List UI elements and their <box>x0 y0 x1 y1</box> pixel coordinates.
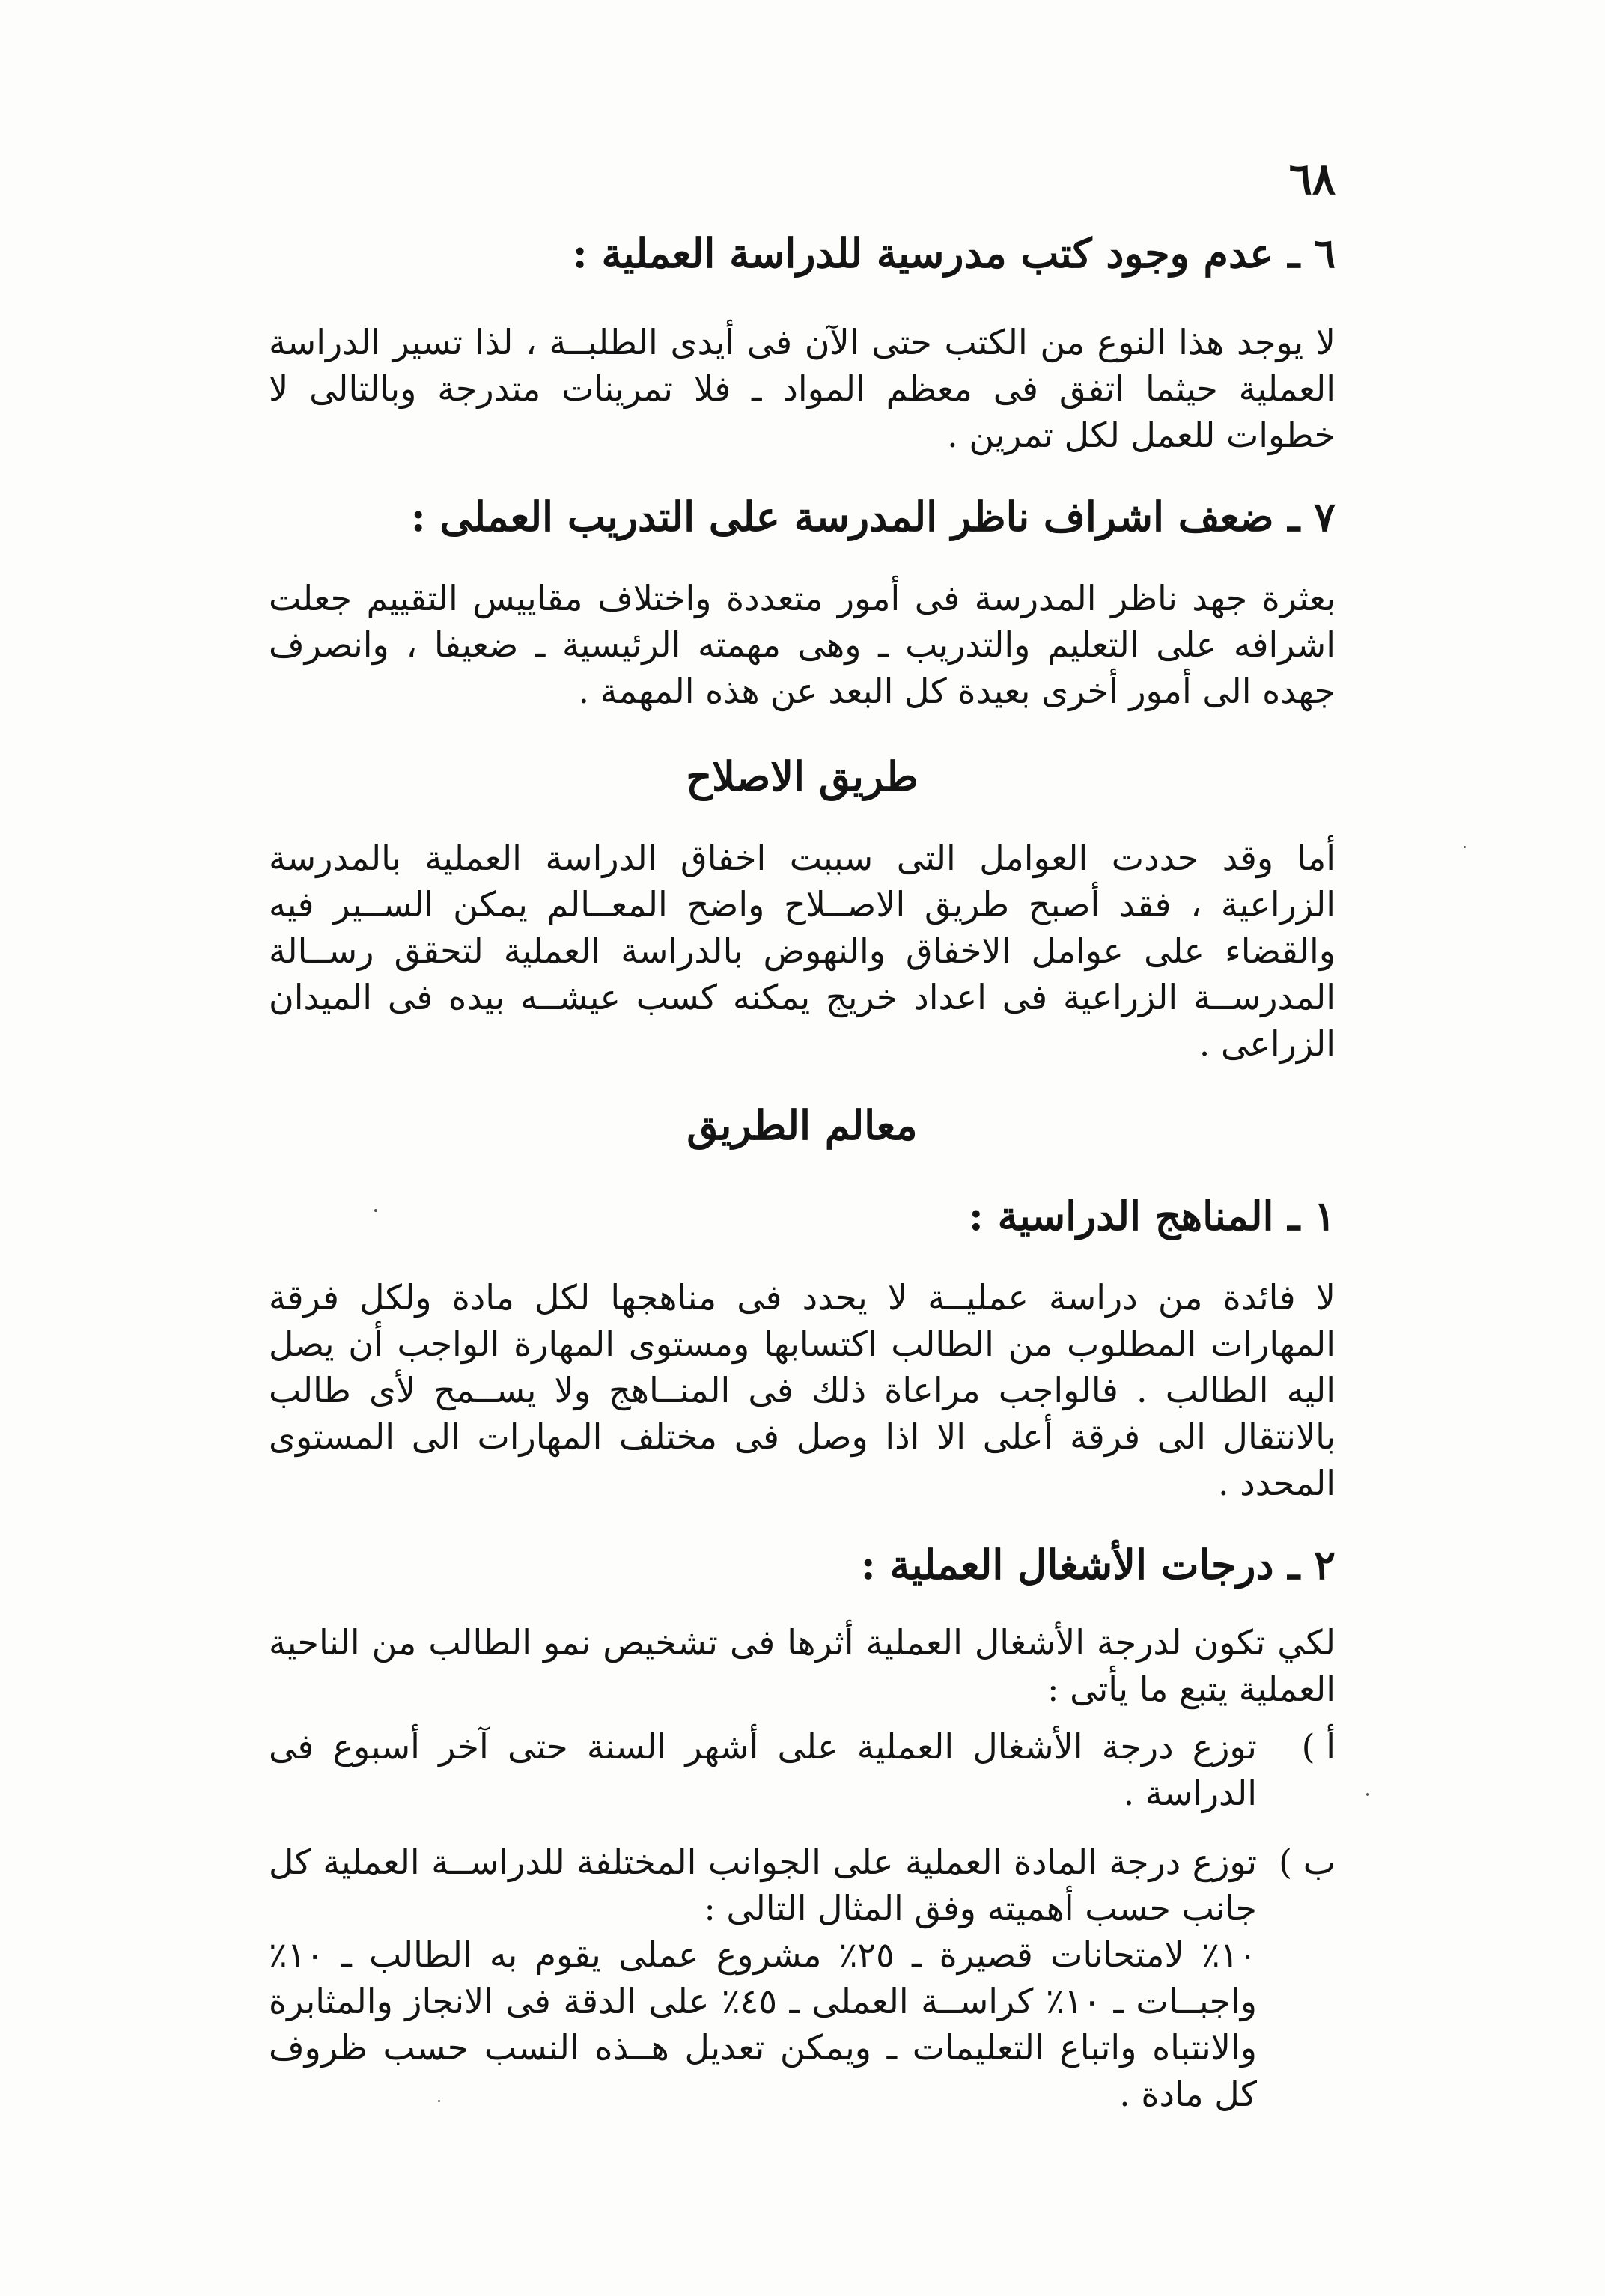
list-item-b <box>269 1839 1336 2117</box>
section-6-heading: ٦ ـ عدم وجود كتب مدرسية للدراسة العملية : <box>572 229 1336 277</box>
list-text-b <box>269 1839 1257 2117</box>
grades-heading: ٢ ـ درجات الأشغال العملية : <box>860 1541 1336 1589</box>
reform-heading: طريق الاصلاح <box>686 752 919 800</box>
list-marker-a: أ ) <box>1301 1726 1336 1767</box>
scan-speck <box>374 1209 377 1212</box>
list-text-b-percentages: ١٠٪ لامتحانات قصيرة ـ ٢٥٪ مشروع عملى يقوم به الطالب ـ ١٠٪ واجبــات ـ ١٠٪ كراســة العملى ـ ٤٥٪ على الدقة فى الانجاز والمثابرة والانتباه واتباع التعليمات ـ ويمكن تعديل هــذه النسب حسب ظروف كل مادة . <box>269 1934 1258 2114</box>
grades-paragraph: لكي تكون لدرجة الأشغال العملية أثرها فى تشخيص نمو الطالب من الناحية العملية يتبع ما يأتى : <box>269 1622 1336 1709</box>
scan-speck <box>1366 1793 1369 1796</box>
page-body <box>269 225 1336 2117</box>
scan-speck <box>1464 846 1466 848</box>
section-6-paragraph: لا يوجد هذا النوع من الكتب حتى الآن فى أيدى الطلبــة ، لذا تسير الدراسة العملية حيثما اتفق فى معظم المواد ـ فلا تمرينات متدرجة وبالتالى لا خطوات للعمل لكل تمرين . <box>269 322 1336 455</box>
curricula-paragraph: لا فائدة من دراسة عمليــة لا يحدد فى مناهجها لكل مادة ولكل فرقة المهارات المطلوب من الطالب اكتسابها ومستوى المهارة الواجب أن يصل اليه الطالب . فالواجب مراعاة ذلك فى المنــاهج ولا يســمح لأى طالب بالانتقال الى فرقة أعلى الا اذا وصل فى مختلف المهارات الى المستوى المحدد . <box>269 1277 1336 1503</box>
reform-paragraph: أما وقد حددت العوامل التى سببت اخفاق الدراسة العملية بالمدرسة الزراعية ، فقد أصبح طريق الاصــلاح واضح المعــالم يمكن الســير فيه والقضاء على عوامل الاخفاق والنهوض بالدراسة العملية لتحقق رســالة المدرســة الزراعية فى اعداد خريج يمكنه كسب عيشــه بيده فى الميدان الزراعى . <box>269 838 1336 1064</box>
list-item-a <box>269 1723 1336 1816</box>
curricula-heading: ١ ـ المناهج الدراسية : <box>968 1192 1336 1240</box>
list-marker-b: ب ) <box>1279 1842 1336 1882</box>
page-number: ٦٨ <box>1288 153 1336 204</box>
road-heading: معالم الطريق <box>686 1101 918 1149</box>
list-text-b-intro: توزع درجة المادة العملية على الجوانب المختلفة للدراســة العملية كل جانب حسب أهميته وفق المثال التالى : <box>269 1842 1257 1928</box>
section-7-heading: ٧ ـ ضعف اشراف ناظر المدرسة على التدريب العملى : <box>410 493 1336 540</box>
scan-speck <box>438 2100 440 2102</box>
section-7-paragraph: بعثرة جهد ناظر المدرسة فى أمور متعددة واختلاف مقاييس التقييم جعلت اشرافه على التعليم والتدريب ـ وهى مهمته الرئيسية ـ ضعيفا ، وانصرف جهده الى أمور أخرى بعيدة كل البعد عن هذه المهمة . <box>269 578 1336 711</box>
list-text-a: توزع درجة الأشغال العملية على أشهر السنة حتى آخر أسبوع فى الدراسة . <box>269 1726 1257 1813</box>
